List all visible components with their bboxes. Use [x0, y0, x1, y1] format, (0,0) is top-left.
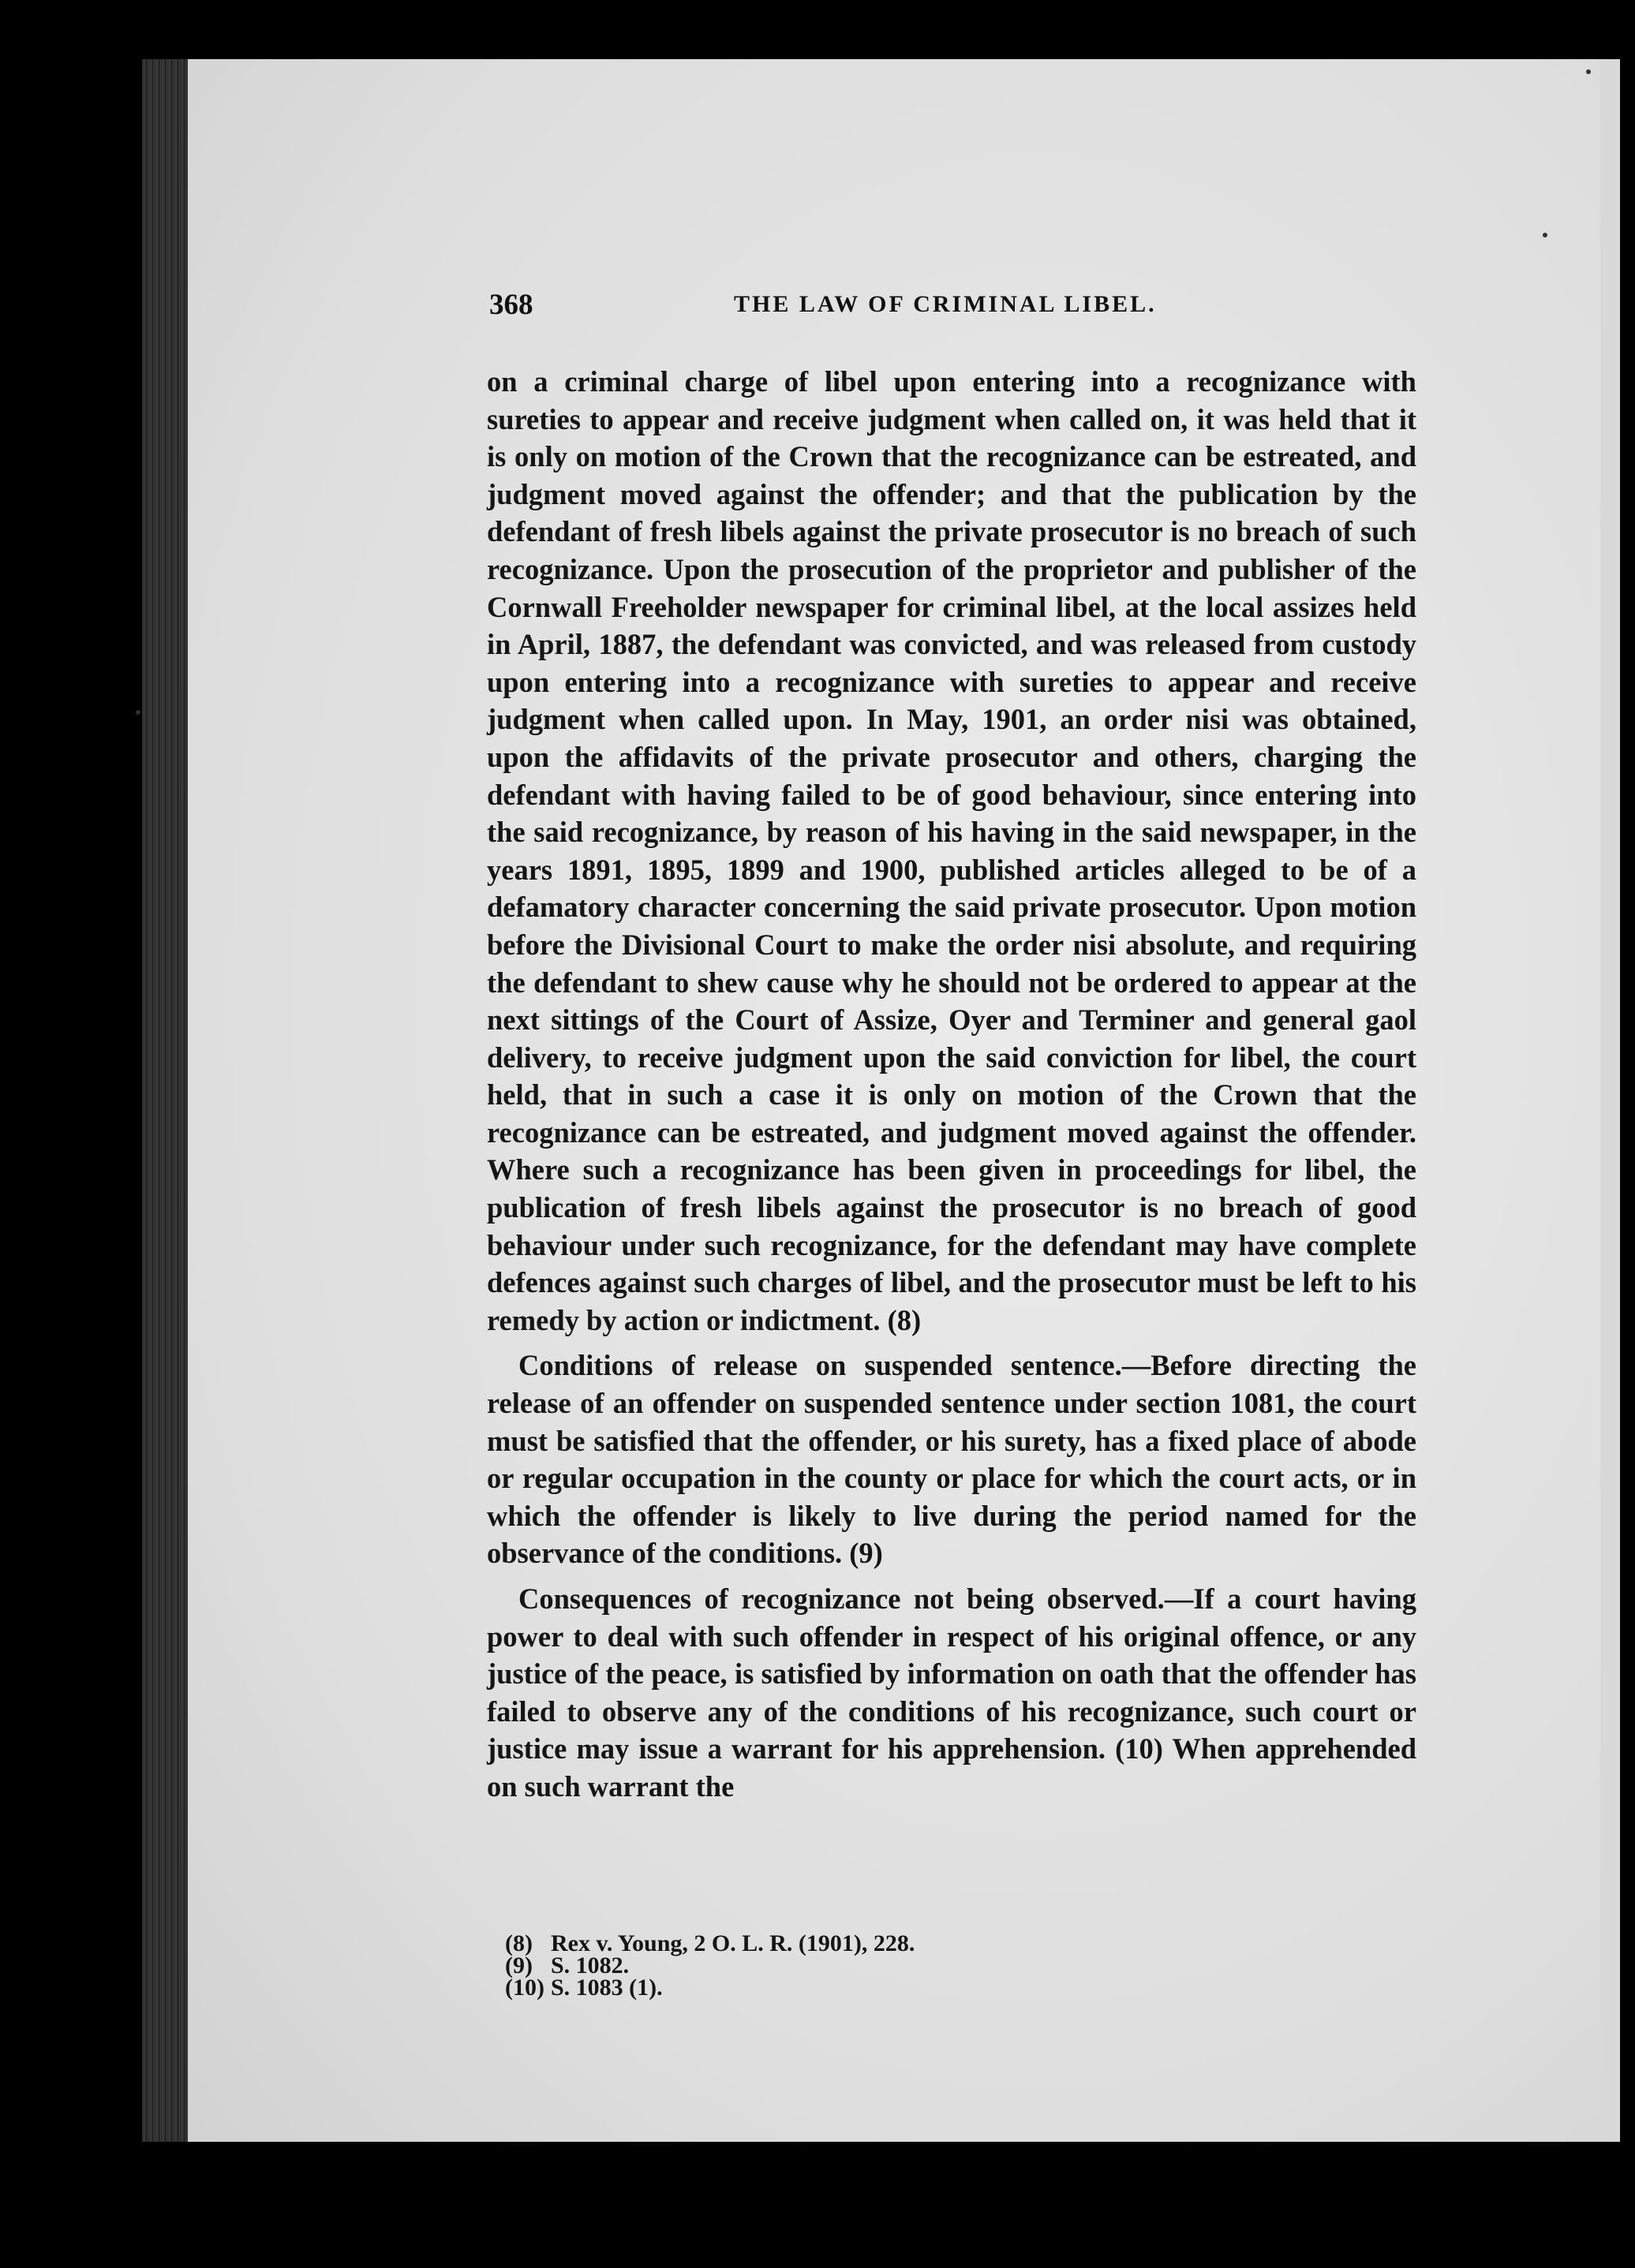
footnotes [505, 1930, 1215, 2001]
ink-speck [1543, 233, 1547, 237]
footnote-mark: (10) [505, 1975, 544, 2001]
footnote-text: Rex v. Young, 2 O. L. R. (1901), 228. [551, 1930, 915, 1956]
section-heading: Consequences of recognizance not being observed. [518, 1582, 1165, 1615]
footnote-mark: (9) [505, 1952, 533, 1978]
page-number: 368 [489, 289, 533, 321]
paragraph-text: on a criminal charge of libel upon entering into a recognizance with sureties to appear and receive judgment when called on, it was held that it is only on motion of the Crown that the recognizance can be estreated, and judgment moved against the offender; and that the publication by the defendant of fresh libels against the private prosecutor is no breach of such recognizance. Upon the prosecution of the proprietor and publisher of the Cornwall Freeholder newspaper for criminal libel, at the local assizes held in April, 1887, the defendant was convicted, and was released from custody upon entering into a recognizance with sureties to appear and receive judgment when called upon. In May, 1901, an order nisi was obtained, upon the affidavits of the private prosecutor and others, charging the defendant with having failed to be of good behaviour, since entering into the said recognizance, by reason of his having in the said newspaper, in the years 1891, 1895, 1899 and 1900, published articles alleged to be of a defamatory character concerning the said private prosecutor. Upon motion before the Divisional Court to make the order nisi absolute, and requiring the defendant to shew cause why he should not be ordered to appear at the next sittings of the Court of Assize, Oyer and Terminer and general gaol delivery, to receive judgment upon the said conviction for libel, the court held, that in such a case it is only on motion of the Crown that the recognizance can be estreated, and judgment moved against the offender. Where such a recognizance has been given in proceedings for libel, the publication of fresh libels against the prosecutor is no breach of good behaviour under such recognizance, for the defendant may have complete defences against such charges of libel, and the prosecutor must be left to his remedy by action or indictment. (8) [487, 365, 1416, 1336]
ink-speck [1586, 69, 1591, 74]
paragraph-text: —If a court having power to deal with such offender in respect of his original offence, or any justice of the peace, is satisfied by information on oath that the offender has failed to observe any of the conditions of his recognizance, such court or justice may issue a warrant for his apprehension. (10) When apprehended on such warrant the [487, 1582, 1416, 1803]
page-right-edge [1600, 59, 1620, 2142]
paragraph-text: —Before directing the release of an offender on suspended sentence under section 1081, the court must be satisfied that the offender, or his surety, has a fixed place of abode or regular occupation in the county or place for which the court acts, or in which the offender is likely to live during the period named for the observance of the conditions. (9) [487, 1349, 1416, 1570]
body-text [487, 363, 1416, 1806]
book-binding-edge [142, 59, 189, 2142]
running-header [489, 288, 1420, 335]
footnote-mark: (8) [505, 1930, 533, 1956]
running-title: THE LAW OF CRIMINAL LIBEL. [734, 291, 1157, 317]
footnote-text: S. 1083 (1). [551, 1975, 663, 2001]
section-heading: Conditions of release on suspended sentence. [518, 1349, 1122, 1382]
paragraph-conditions-of-release [487, 1347, 1416, 1572]
footnote-text: S. 1082. [551, 1952, 630, 1978]
footnote [505, 1952, 1215, 1978]
paragraph-consequences [487, 1580, 1416, 1806]
footnote [505, 1977, 1215, 1999]
footnote [505, 1930, 1215, 1956]
paragraph-continued [487, 363, 1416, 1339]
ink-speck [136, 710, 140, 715]
